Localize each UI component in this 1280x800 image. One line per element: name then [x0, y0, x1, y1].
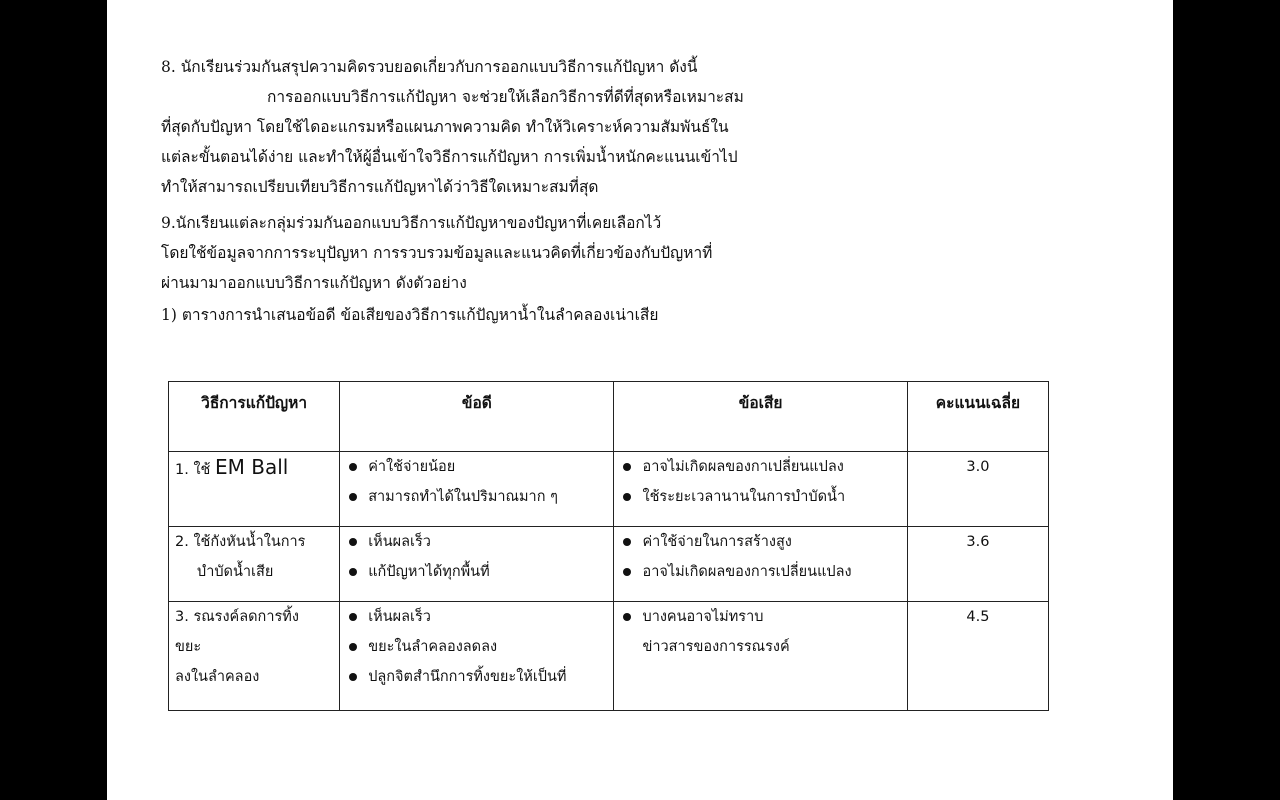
step-9-text: โดยใช้ข้อมูลจากการระบุปัญหา การรวบรวมข้อมูลและแนวคิดที่เกี่ยวข้องกับปัญหาที่: [161, 244, 713, 262]
bullet-icon: [623, 538, 631, 546]
list-item: เห็นผลเร็ว: [346, 527, 607, 557]
table-row: [169, 527, 1049, 602]
step-8-text: แต่ละขั้นตอนได้ง่าย และทำให้ผู้อื่นเข้าใจวิธีการแก้ปัญหา การเพิ่มน้ำหนักคะแนนเข้าไป: [161, 148, 738, 166]
table-header-row: [169, 382, 1049, 452]
step-8-text: ที่สุดกับปัญหา โดยใช้ไดอะแกรมหรือแผนภาพความคิด ทำให้วิเคราะห์ความสัมพันธ์ใน: [161, 118, 729, 136]
bullet-icon: [349, 568, 357, 576]
header-average-score: คะแนนเฉลี่ย: [907, 382, 1048, 452]
cons-cell: [614, 527, 907, 602]
bullet-icon: [623, 568, 631, 576]
bullet-icon: [349, 613, 357, 621]
bullet-icon: [349, 643, 357, 651]
list-item: ใช้ระยะเวลานานในการบำบัดน้ำ: [620, 482, 900, 512]
bullet-icon: [623, 613, 631, 621]
bullet-icon: [623, 463, 631, 471]
bullet-icon: [623, 493, 631, 501]
pros-cell: [340, 527, 614, 602]
bullet-icon: [349, 673, 357, 681]
list-item: เห็นผลเร็ว: [346, 602, 607, 632]
score-cell: [907, 602, 1048, 711]
list-item: ปลูกจิตสำนึกการทิ้งขยะให้เป็นที่: [346, 662, 607, 692]
score-value: 3.6: [966, 534, 990, 550]
list-item: อาจไม่เกิดผลของการเปลี่ยนแปลง: [620, 557, 900, 587]
method-label: 1. ใช้ EM Ball: [175, 455, 289, 479]
method-label: ลงในลำคลอง: [175, 669, 260, 685]
table-row: [169, 452, 1049, 527]
header-method: วิธีการแก้ปัญหา: [169, 382, 340, 452]
pros-cons-table: [168, 381, 1049, 711]
method-label: 3. รณรงค์ลดการทิ้ง: [175, 609, 299, 625]
list-item: สามารถทำได้ในปริมาณมาก ๆ: [346, 482, 607, 512]
score-cell: [907, 527, 1048, 602]
cons-cell: [614, 602, 907, 711]
pros-cell: [340, 602, 614, 711]
pros-cell: [340, 452, 614, 527]
score-value: 4.5: [966, 609, 990, 625]
method-cell: [169, 602, 340, 711]
header-cons: ข้อเสีย: [614, 382, 907, 452]
list-item-continuation: ข่าวสารของการรณรงค์: [642, 639, 790, 655]
list-item: แก้ปัญหาได้ทุกพื้นที่: [346, 557, 607, 587]
bullet-icon: [349, 493, 357, 501]
score-value: 3.0: [966, 459, 990, 475]
list-item: ขยะในลำคลองลดลง: [346, 632, 607, 662]
list-item: ค่าใช้จ่ายในการสร้างสูง: [620, 527, 900, 557]
list-item: อาจไม่เกิดผลของกาเปลี่ยนแปลง: [620, 452, 900, 482]
method-label: ขยะ: [175, 639, 202, 655]
method-cell: [169, 527, 340, 602]
em-ball-text: EM Ball: [214, 455, 289, 479]
step-9-text: ผ่านมามาออกแบบวิธีการแก้ปัญหา ดังตัวอย่าง: [161, 274, 467, 292]
method-label: 2. ใช้กังหันน้ำในการ: [175, 534, 306, 550]
list-item: ค่าใช้จ่ายน้อย: [346, 452, 607, 482]
list-item: บางคนอาจไม่ทราบ: [620, 602, 900, 632]
bullet-icon: [349, 463, 357, 471]
step-8-text: ทำให้สามารถเปรียบเทียบวิธีการแก้ปัญหาได้ว่าวิธีใดเหมาะสมที่สุด: [161, 178, 599, 196]
body-text: [161, 52, 1061, 330]
step-9-heading: 9.นักเรียนแต่ละกลุ่มร่วมกันออกแบบวิธีการแก้ปัญหาของปัญหาที่เคยเลือกไว้: [161, 214, 662, 232]
method-cell: [169, 452, 340, 527]
score-cell: [907, 452, 1048, 527]
document-page: [107, 0, 1173, 800]
step-8-text: การออกแบบวิธีการแก้ปัญหา จะช่วยให้เลือกวิธีการที่ดีที่สุดหรือเหมาะสม: [267, 88, 744, 106]
table-row: [169, 602, 1049, 711]
step-8-heading: 8. นักเรียนร่วมกันสรุปความคิดรวบยอดเกี่ยวกับการออกแบบวิธีการแก้ปัญหา ดังนี้: [161, 58, 698, 76]
cons-cell: [614, 452, 907, 527]
table-caption: 1) ตารางการนำเสนอข้อดี ข้อเสียของวิธีการแก้ปัญหาน้ำในลำคลองเน่าเสีย: [161, 306, 659, 324]
header-pros: ข้อดี: [340, 382, 614, 452]
method-label: บำบัดน้ำเสีย: [197, 564, 274, 580]
bullet-icon: [349, 538, 357, 546]
